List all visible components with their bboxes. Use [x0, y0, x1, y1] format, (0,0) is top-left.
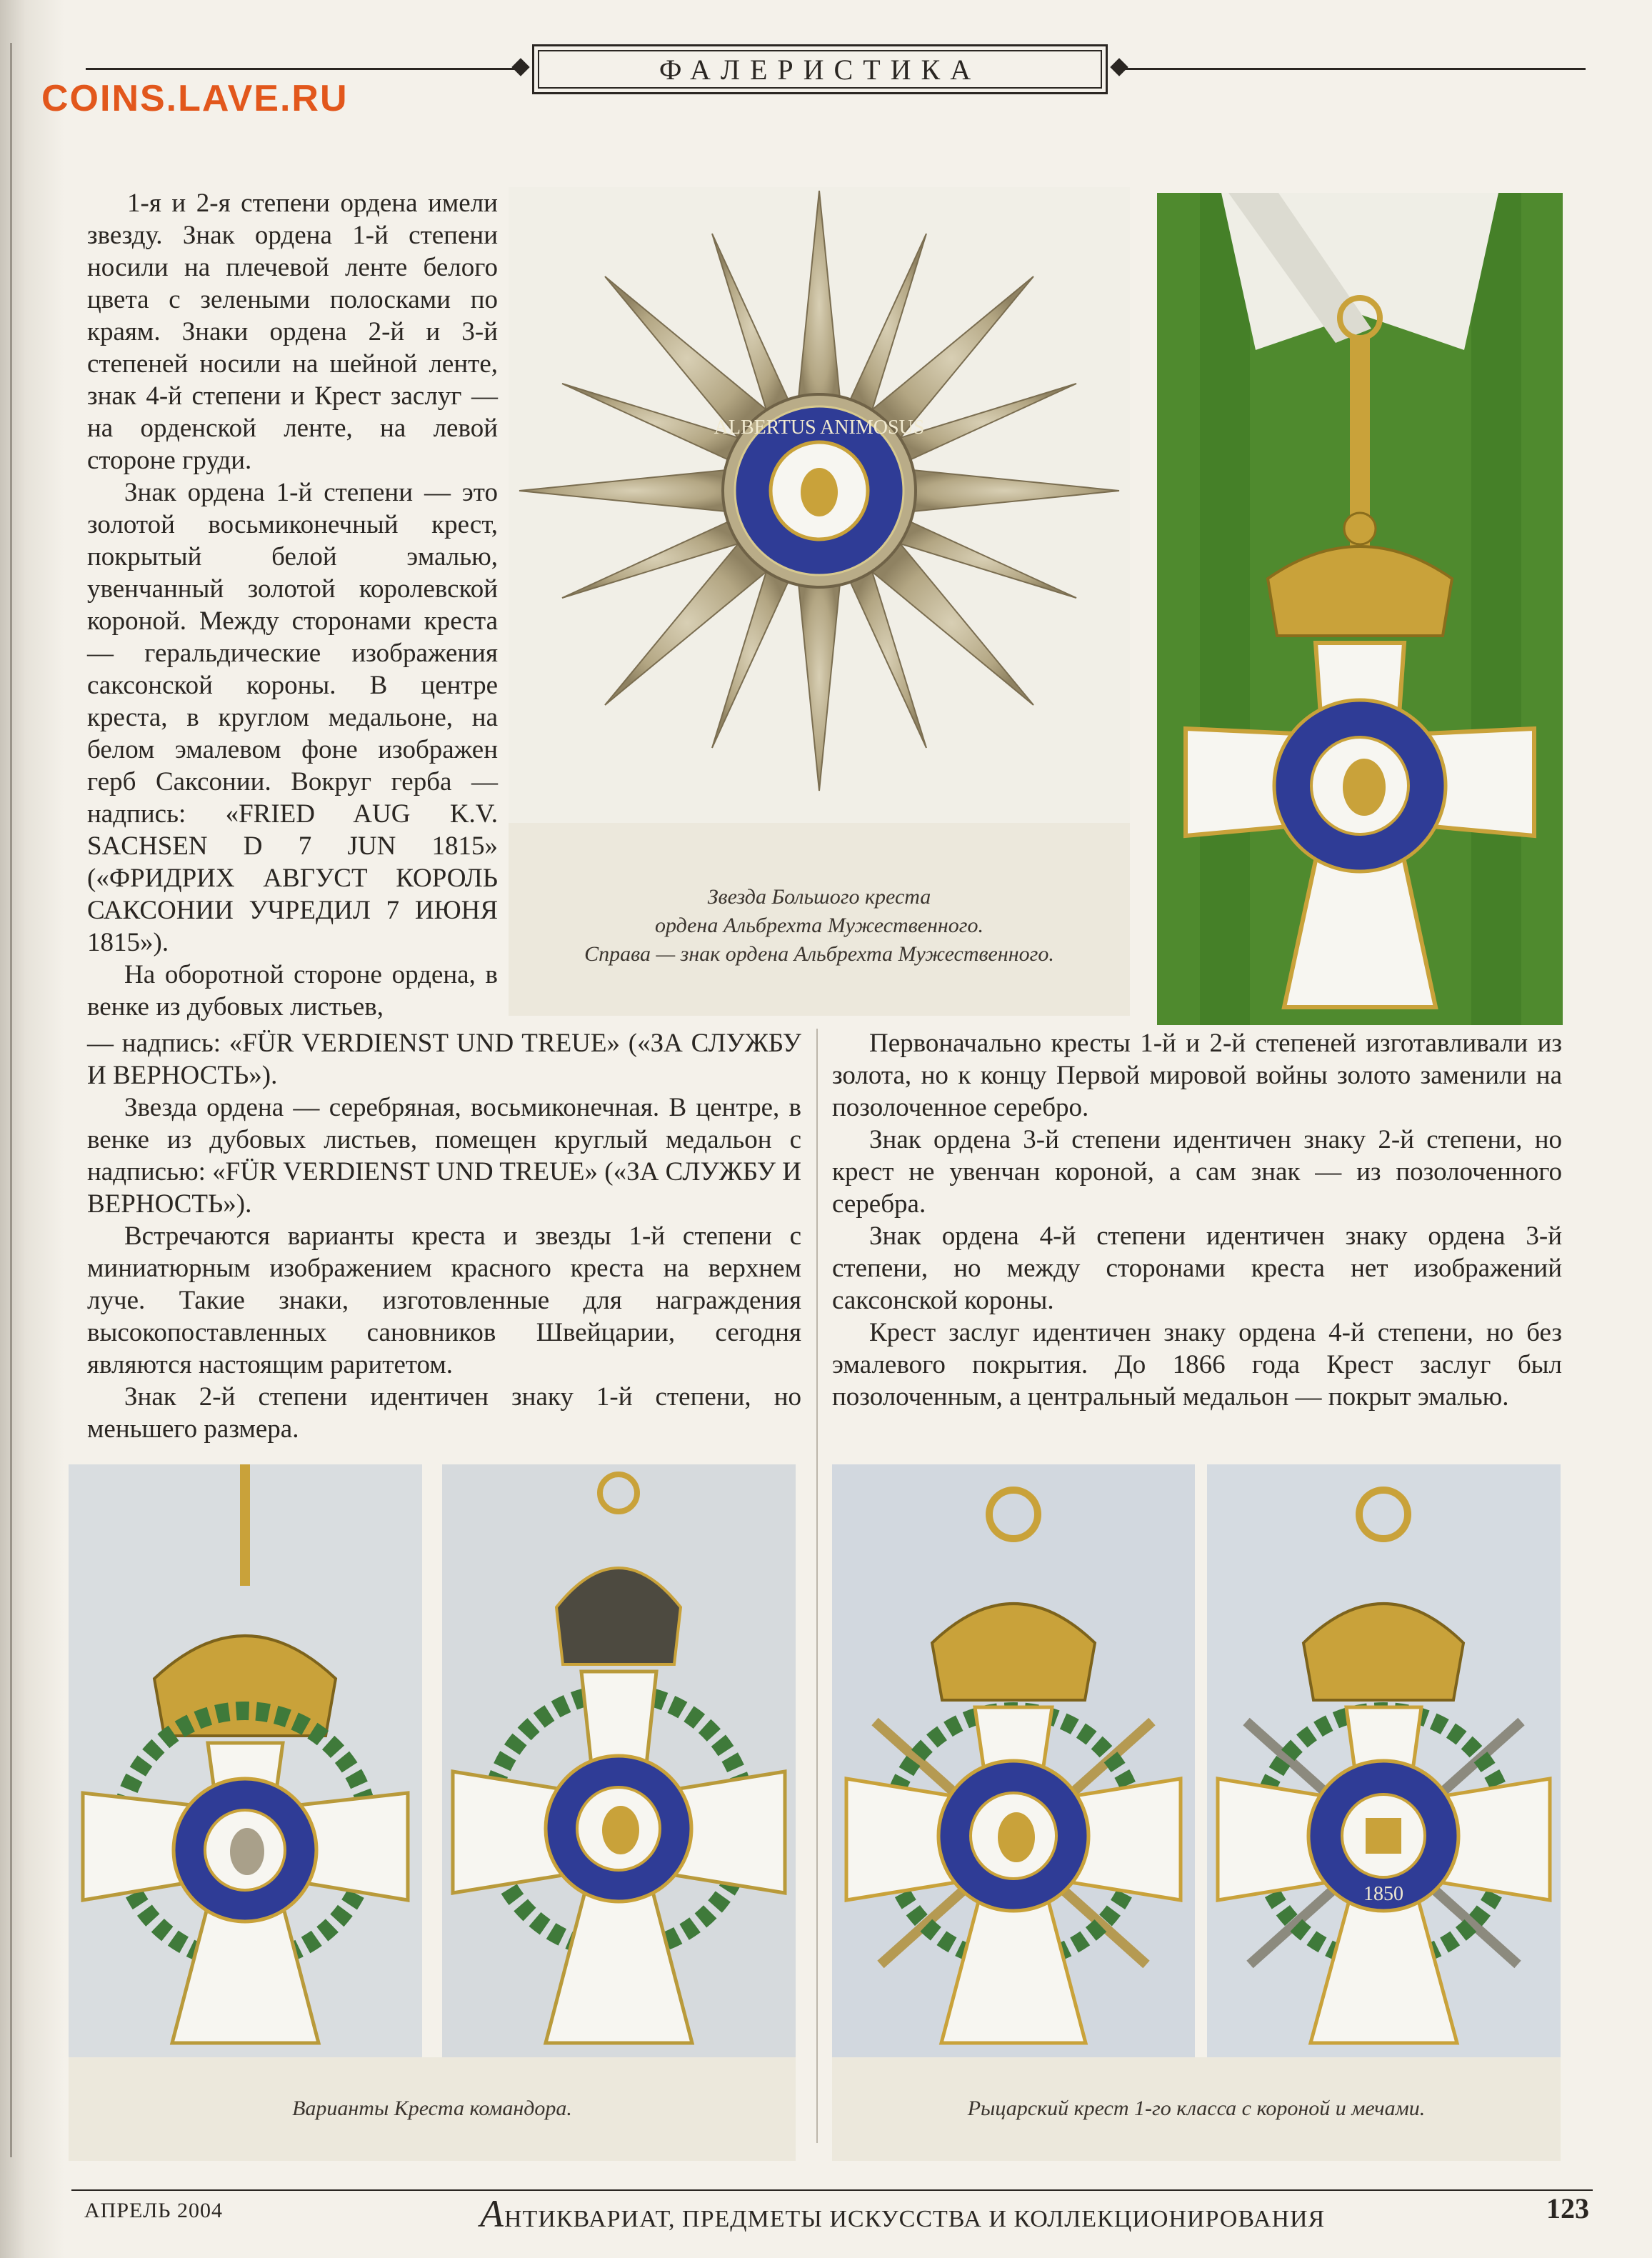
photo-order-on-ribbon [1157, 193, 1563, 1025]
cross-image [1207, 1464, 1561, 2057]
section-title: ФАЛЕРИСТИКА [532, 44, 1108, 94]
ribbon-order-image [1157, 193, 1563, 1025]
article-column-left-wide [87, 1027, 801, 1445]
paragraph: Знак ордена 3-й степени идентичен знаку 2-й степени, но крест не увенчан короной, а сам знак — из позолоченного серебра. [832, 1125, 1562, 1219]
caption-line: ордена Альбрехта Мужественного. [654, 914, 984, 937]
caption-star [509, 883, 1130, 969]
column-divider [816, 1029, 818, 2143]
caption-line: Звезда Большого креста [707, 885, 931, 909]
paragraph: Знак ордена 4-й степени идентичен знаку ордена 3-й степени, но между сторонами креста нет изображений саксонской короны. [832, 1222, 1562, 1315]
paragraph: Знак 2-й степени идентичен знаку 1-й степени, но меньшего размера. [87, 1382, 801, 1444]
star-inscription: ALBERTUS ANIMOSUS [714, 416, 925, 439]
binding-edge [10, 43, 12, 2157]
cross-image [69, 1464, 422, 2057]
article-column-left [87, 187, 498, 1023]
paragraph: Звезда ордена — серебряная, восьмиконечная. В центре, в венке из дубовых листьев, помещен круглый медальон с надписью: «FÜR VERDIENST UND TREUE» («ЗА СЛУЖБУ И ВЕРНОСТЬ»). [87, 1093, 801, 1219]
page-number: 123 [1546, 2192, 1589, 2224]
photo-knight-cross-1 [832, 1464, 1195, 2057]
article-column-right [832, 1027, 1562, 1413]
header-rule-left [86, 68, 518, 70]
paragraph: Крест заслуг идентичен знаку ордена 4-й степени, но без эмалевого покрытия. До 1866 года Крест заслуг был позолоченным, а центральный медальон — покрыт эмалью. [832, 1318, 1562, 1412]
paragraph: 1-я и 2-я степени ордена имели звезду. Знак ордена 1-й степени носили на плечевой ленте белого цвета с зелеными полосками по краям. Знаки ордена 2-й и 3-й степеней носили на шейной ленте, знак 4-й степени и Крест заслуг — на орденской ленте, на левой стороне груди. [87, 189, 498, 475]
paragraph: Знак ордена 1-й степени — это золотой восьмиконечный крест, покрытый белой эмалью, увенчанный золотой королевской короной. Между сторонами креста — геральдические изображения саксонской короны. В центре креста, в круглом медальоне, на белом эмалевом фоне изображен герб Саксонии. Вокруг герба — надпись: «FRIED AUG K.V. SACHSEN D 7 JUN 1815» («ФРИДРИХ АВГУСТ КОРОЛЬ САКСОНИИ УЧРЕДИЛ 7 ИЮНЯ 1815»). [87, 478, 498, 957]
magazine-initial: А [480, 2192, 504, 2235]
photo-commander-cross-1 [69, 1464, 422, 2057]
paragraph: — надпись: «FÜR VERDIENST UND TREUE» («ЗА СЛУЖБУ И ВЕРНОСТЬ»). [87, 1029, 801, 1090]
caption-commander: Варианты Креста командора. [292, 2097, 572, 2120]
paragraph: На оборотной стороне ордена, в венке из дубовых листьев, [87, 960, 498, 1021]
caption-knight: Рыцарский крест 1-го класса с короной и мечами. [967, 2097, 1426, 2120]
watermark: COINS.LAVE.RU [41, 78, 349, 119]
magazine-name-rest: НТИКВАРИАТ, ПРЕДМЕТЫ ИСКУССТВА И КОЛЛЕКЦИОНИРОВАНИЯ [504, 2206, 1326, 2232]
medal-year: 1850 [1363, 1883, 1403, 1905]
caption-line: Справа — знак ордена Альбрехта Мужественного. [584, 942, 1054, 966]
header-rule-right [1121, 68, 1586, 70]
paragraph: Первоначально кресты 1-й и 2-й степеней изготавливали из золота, но к концу Первой мировой войны золото заменили на позолоченное серебро. [832, 1029, 1562, 1122]
header-ornament-left [511, 58, 529, 76]
photo-commander-cross-2 [442, 1464, 796, 2057]
photo-grand-cross-star [509, 187, 1130, 823]
issue-date: АПРЕЛЬ 2004 [84, 2199, 224, 2222]
photo-knight-cross-2 [1207, 1464, 1561, 2057]
paragraph: Встречаются варианты креста и звезды 1-й степени с миниатюрным изображением красного креста на верхнем луче. Такие знаки, изготовленные для награждения высокопоставленных сановников Швейцарии, сегодня являются настоящим раритетом. [87, 1222, 801, 1379]
magazine-name [480, 2192, 1325, 2236]
footer-rule [71, 2189, 1593, 2191]
header-ornament-right [1110, 58, 1128, 76]
star-image [509, 187, 1130, 823]
cross-image [442, 1464, 796, 2057]
cross-image [832, 1464, 1195, 2057]
